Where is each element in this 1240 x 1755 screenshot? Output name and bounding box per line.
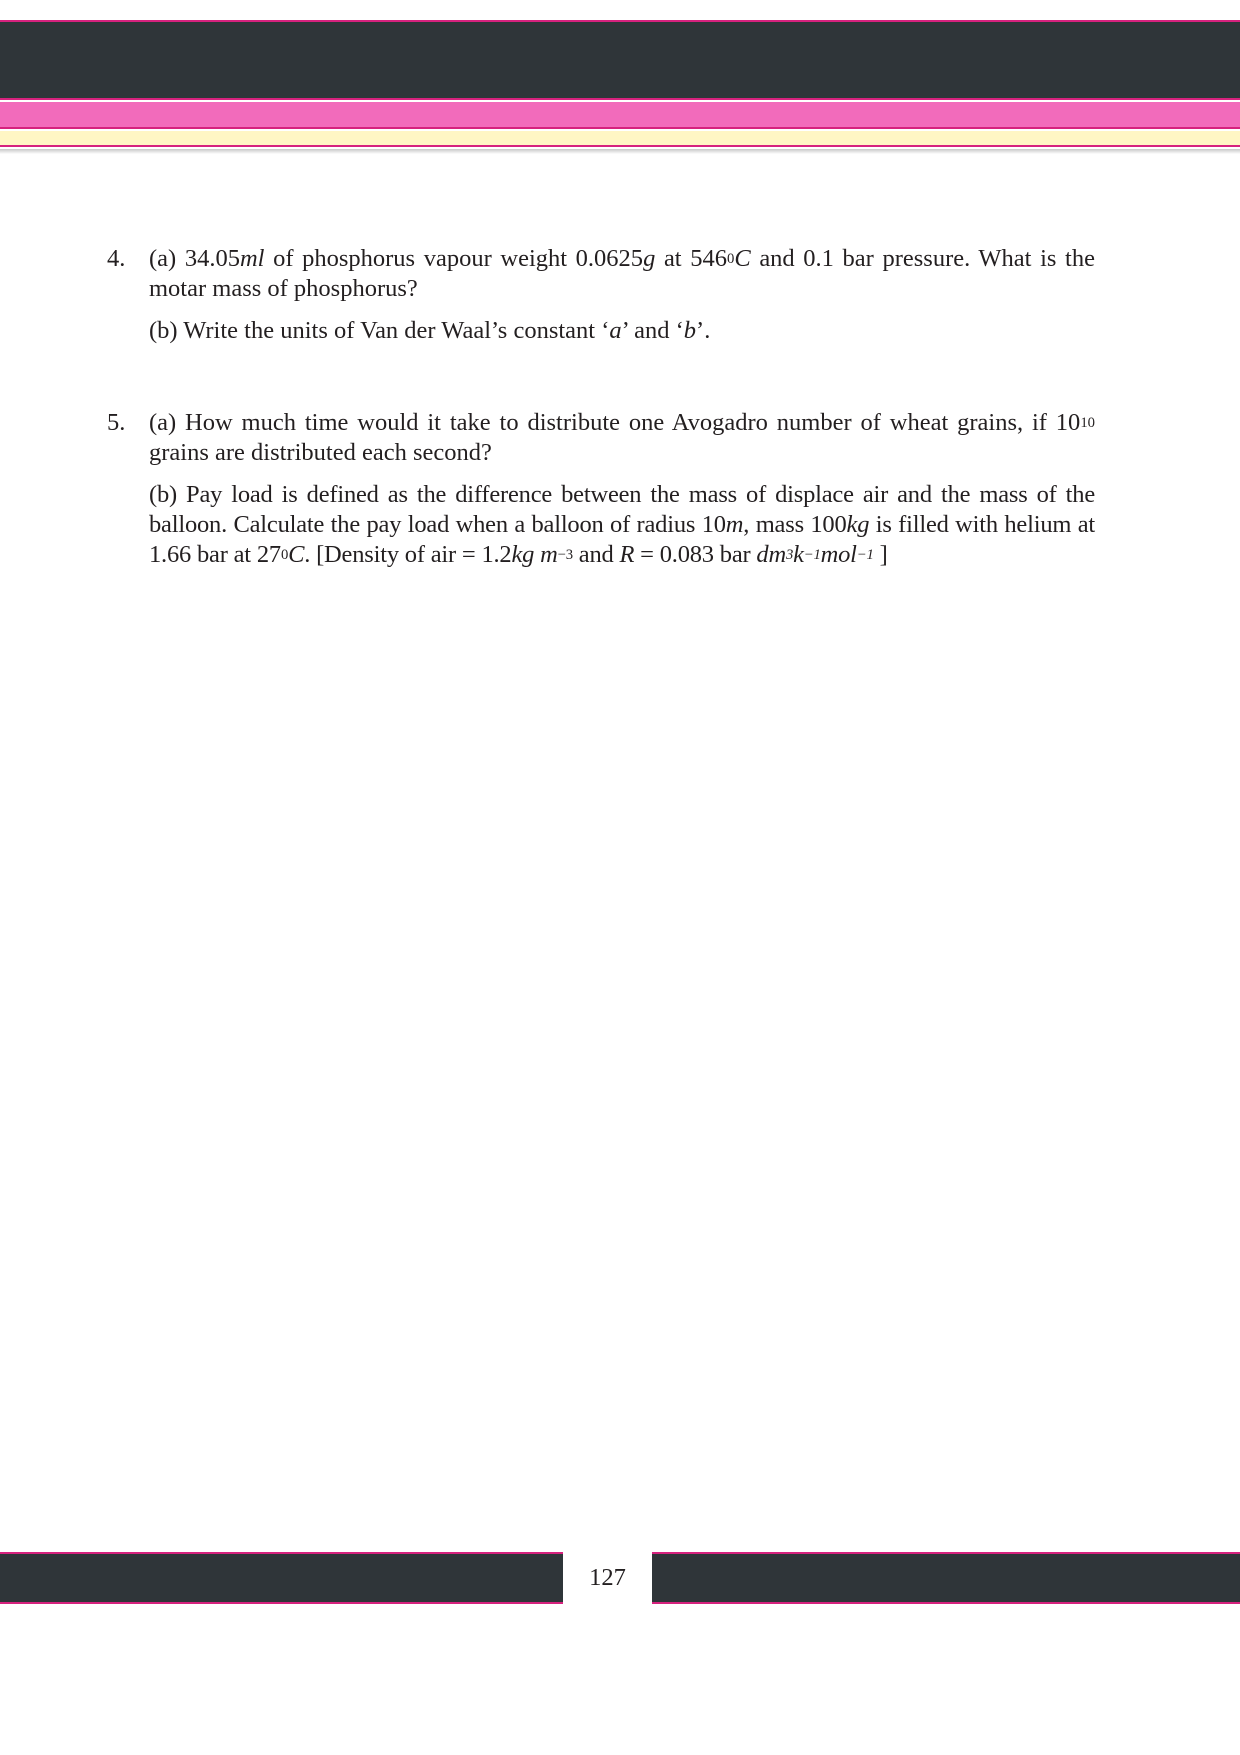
question-4-part-b: (b) Write the units of Van der Waal’s constant ‘a’ and ‘b’. — [149, 317, 711, 344]
question-4-part-a: (a) 34.05ml of phosphorus vapour weight 0.0625g at $546^0C$ and 0.1 bar pressure. What is the motar mass of phosphorus? — [149, 245, 1095, 302]
gas-constant-units: $dm^3k^{-1}mol^{-1}$ — [756, 541, 874, 568]
question-5-part-b: (b) Pay load is defined as the difference between the mass of displace air and the mass of the balloon. Calculate the pay load when a balloon of radius 10m, mass 100kg is filled with helium at 1.66 bar at $27^0C$. [Density of air = 1.2kg $m^{-3}$ and R = 0.083 bar $dm^3k^{-1}mol^{-1}$ ] — [149, 481, 1095, 568]
page-number: 127 — [589, 1564, 626, 1591]
temperature-value: $546^0C$ — [690, 245, 751, 272]
header-cream-band — [0, 131, 1240, 147]
question-body — [149, 408, 1095, 582]
question-number: 4. — [107, 245, 126, 272]
question-number: 5. — [107, 409, 126, 436]
header-pink-band — [0, 102, 1240, 129]
question-5-part-a: (a) How much time would it take to distribute one Avogadro number of wheat grains, if $10^{10}$ grains are distributed each second? — [149, 409, 1095, 466]
footer-band-right — [652, 1552, 1240, 1604]
question-body — [149, 244, 1095, 358]
footer-band-left — [0, 1552, 563, 1604]
header-dark-band — [0, 20, 1240, 100]
temperature-value: $27^0C$ — [256, 541, 305, 568]
header-shadow-line — [0, 149, 1240, 154]
